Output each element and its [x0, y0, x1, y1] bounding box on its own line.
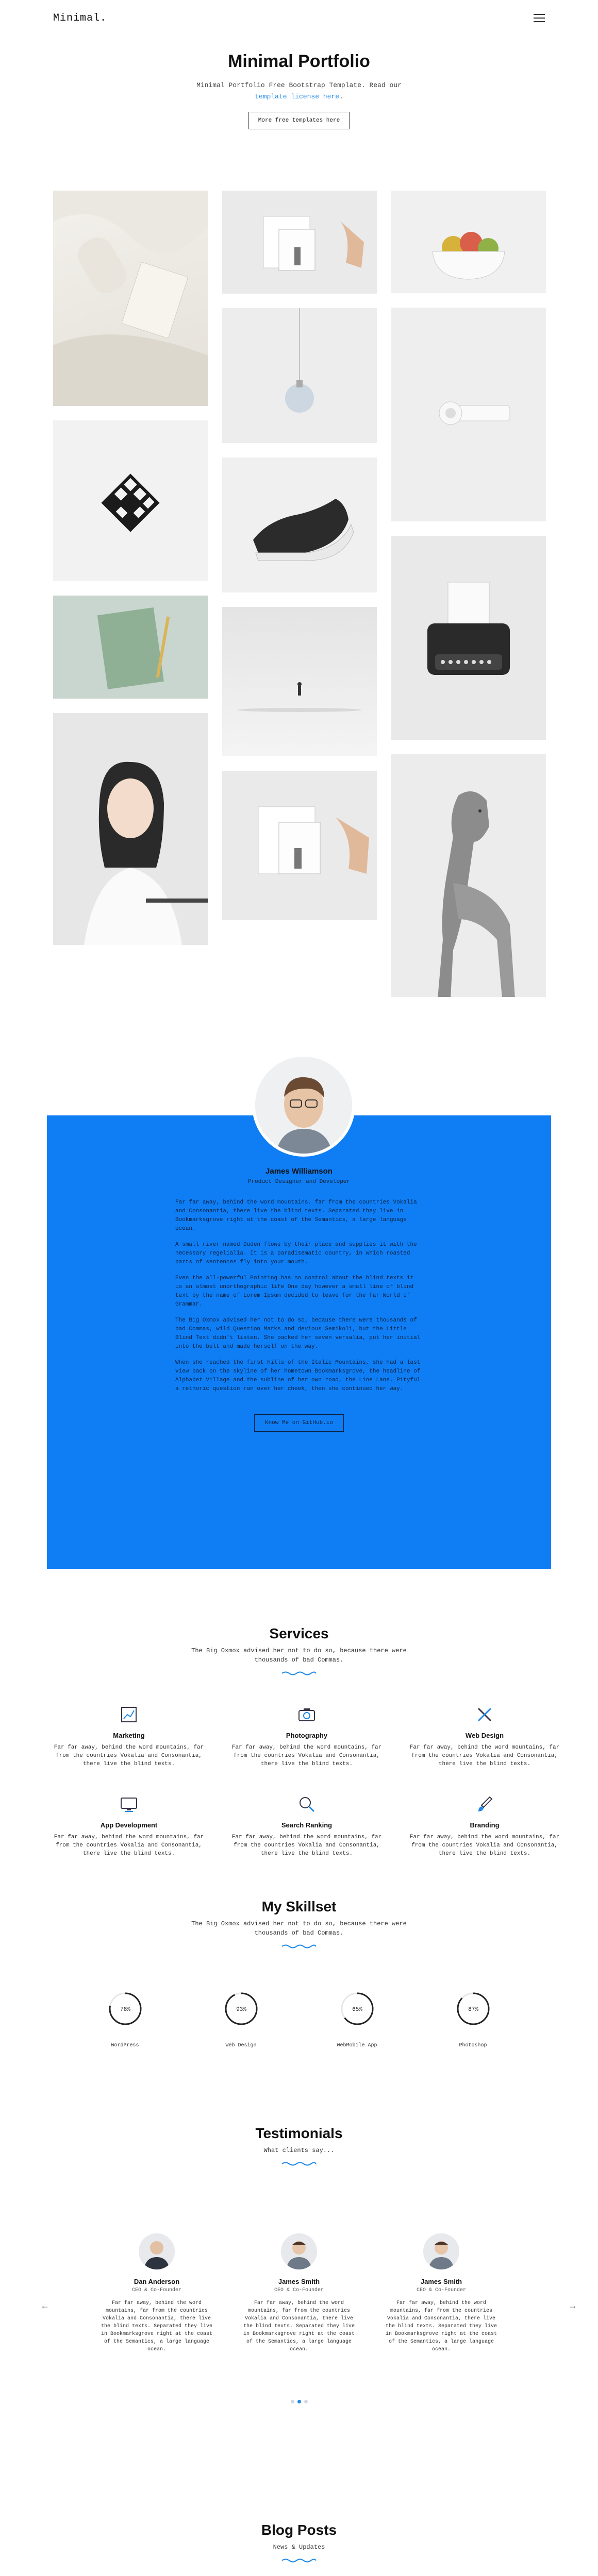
photo-fruit-bowl[interactable]: [391, 191, 546, 293]
avatar: [423, 2233, 459, 2269]
photo-sneaker[interactable]: [222, 457, 377, 592]
photo-cube[interactable]: [53, 420, 208, 581]
service-text: Far far away, behind the word mountains, far from the countries Vokalia and Consonantia, there live the blind texts.: [54, 1834, 204, 1857]
about-paragraph: When she reached the first hills of the Italic Mountains, she had a last view back on the skyline of her hometown Bookmarksgrove, the headline of Alphabet Village and the subline of her own road, the Line Lane. Pityful a rethoric question ran over her cheek, then she continued her way.: [175, 1360, 421, 1392]
photo-dog[interactable]: [391, 754, 546, 997]
testimonial-name: James Smith: [278, 2278, 320, 2285]
testimonial-position: CEO & Co-Founder: [416, 2287, 466, 2293]
services-title: Services: [269, 1625, 329, 1641]
service-branding: [407, 1794, 562, 1858]
photo-typewriter[interactable]: [391, 536, 546, 740]
photo-frames-hand-2[interactable]: [222, 771, 377, 920]
service-text: Far far away, behind the word mountains, far from the countries Vokalia and Consonantia, there live the blind texts.: [409, 1744, 560, 1767]
service-name: Search Ranking: [281, 1821, 333, 1829]
skill-item: [210, 1990, 272, 2048]
skills-title: My Skillset: [261, 1899, 337, 1914]
service-photography: [229, 1704, 384, 1768]
skill-ring: [455, 1990, 492, 2027]
testimonial-position: CEO & Co-Founder: [274, 2287, 324, 2293]
skill-ring: [107, 1990, 144, 2027]
hero-subtitle: [0, 80, 598, 103]
avatar: [281, 2233, 317, 2269]
monitor-icon: [119, 1794, 139, 1815]
carousel-dot[interactable]: [291, 2400, 294, 2403]
pen-tools-icon: [474, 1704, 495, 1725]
testimonial-text: Far far away, behind the word mountains, far from the countries Vokalia and Consonantia, there live the blind texts. Separated they live in Bookmarksgrove right at the coast of the Semantics, a large language ocean.: [385, 2300, 497, 2352]
photo-green-book[interactable]: [53, 596, 208, 699]
skill-item: [326, 1990, 388, 2048]
blog-section: [0, 2522, 598, 2576]
brush-icon: [474, 1794, 495, 1815]
testimonials-section: [0, 2125, 598, 2522]
search-icon: [296, 1794, 317, 1815]
services-subtitle: [0, 1646, 598, 1665]
service-marketing: [52, 1704, 206, 1768]
hero: [0, 36, 598, 191]
service-name: Branding: [470, 1821, 500, 1829]
photo-frames-hand[interactable]: [222, 191, 377, 294]
skill-label: WebMobile App: [337, 2043, 377, 2048]
service-name: Photography: [286, 1732, 328, 1739]
skills-section: [0, 1899, 598, 2125]
testimonial-card: [100, 2233, 213, 2353]
carousel-dots: [0, 2400, 598, 2403]
about-paragraph: Far far away, behind the word mountains, far from the countries Vokalia and Consonantia, there live the blind texts. Separated they live in Bookmarksgrove right at the coast of the Semantics, a large language ocean.: [175, 1199, 417, 1232]
testimonial-card: [385, 2233, 498, 2353]
skill-label: WordPress: [111, 2043, 139, 2048]
testimonials-subtitle: What clients say...: [263, 2147, 335, 2154]
chart-icon: [119, 1704, 139, 1725]
skills-subtitle: [0, 1919, 598, 1938]
skill-percent: 87%: [468, 2007, 478, 2013]
carousel-prev-icon[interactable]: ←: [40, 2300, 49, 2311]
avatar: [139, 2233, 175, 2269]
testimonial-position: CEO & Co-Founder: [131, 2287, 181, 2293]
photo-white-device[interactable]: [391, 308, 546, 521]
about-role: Product Designer and Developer: [247, 1179, 351, 1185]
menu-icon[interactable]: [534, 14, 545, 22]
skill-item: [94, 1990, 156, 2048]
testimonial-text: Far far away, behind the word mountains, far from the countries Vokalia and Consonantia, there live the blind texts. Separated they live in Bookmarksgrove right at the coast of the Semantics, a large language ocean.: [101, 2300, 213, 2352]
more-templates-button[interactable]: More free templates here: [248, 112, 350, 129]
blog-title: Blog Posts: [261, 2522, 337, 2538]
testimonials-title: Testimonials: [255, 2125, 343, 2141]
carousel-dot-active[interactable]: [297, 2400, 301, 2403]
skill-percent: 78%: [120, 2007, 130, 2013]
wave-divider-icon: [281, 2161, 317, 2166]
skill-percent: 65%: [352, 2007, 362, 2013]
about-name: James Williamson: [265, 1167, 333, 1176]
carousel-next-icon[interactable]: →: [568, 2300, 577, 2311]
hero-line1: Minimal Portfolio Free Bootstrap Template. Read our: [196, 81, 402, 89]
skills-subtitle-1: The Big Oxmox advised her not to do so, because there were: [191, 1920, 407, 1927]
about-text: [175, 1198, 423, 1394]
testimonial-card: [242, 2233, 356, 2353]
service-name: Web Design: [465, 1732, 504, 1739]
about-paragraph: A small river named Duden flows by their place and supplies it with the necessary regelialia. It is a paradisematic country, in which roasted parts of sentences fly into your mouth.: [175, 1242, 417, 1265]
service-app-development: [52, 1794, 206, 1858]
services-subtitle-2: thousands of bad Commas.: [254, 1656, 344, 1664]
skill-label: Photoshop: [459, 2043, 487, 2048]
service-text: Far far away, behind the word mountains, far from the countries Vokalia and Consonantia, there live the blind texts.: [54, 1744, 204, 1767]
skill-ring: [339, 1990, 376, 2027]
brand-logo[interactable]: Minimal.: [53, 12, 107, 24]
wave-divider-icon: [281, 2558, 317, 2563]
service-text: Far far away, behind the word mountains, far from the countries Vokalia and Consonantia, there live the blind texts.: [231, 1834, 382, 1857]
carousel-dot[interactable]: [304, 2400, 308, 2403]
photo-woman-portrait[interactable]: [53, 713, 208, 945]
top-nav: [0, 0, 598, 36]
page-title: Minimal Portfolio: [228, 52, 370, 71]
services-section: [0, 1569, 598, 1899]
photo-light-bulb[interactable]: [222, 308, 377, 443]
photo-notebook-bed[interactable]: [53, 191, 208, 406]
service-text: Far far away, behind the word mountains, far from the countries Vokalia and Consonantia, there live the blind texts.: [231, 1744, 382, 1767]
skills-subtitle-2: thousands of bad Commas.: [254, 1929, 344, 1937]
portfolio-gallery: [0, 191, 598, 997]
service-name: Marketing: [113, 1732, 145, 1739]
service-search-ranking: [229, 1794, 384, 1858]
service-web-design: [407, 1704, 562, 1768]
photo-person-snow[interactable]: [222, 607, 377, 756]
skill-item: [442, 1990, 504, 2048]
wave-divider-icon: [281, 1944, 317, 1949]
service-text: Far far away, behind the word mountains, far from the countries Vokalia and Consonantia, there live the blind texts.: [409, 1834, 560, 1857]
services-subtitle-1: The Big Oxmox advised her not to do so, because there were: [191, 1647, 407, 1654]
testimonial-name: James Smith: [420, 2278, 462, 2285]
about-paragraph: The Big Oxmox advised her not to do so, because there were thousands of bad Commas, wild Question Marks and devious Semikoli, but the Little Blind Text didn't listen. She packed her seven versalia, put her initial into the belt and made herself on the way.: [175, 1317, 421, 1350]
wave-divider-icon: [281, 1671, 317, 1676]
github-button[interactable]: Know Me on GitHub.io: [254, 1414, 344, 1432]
skill-label: Web Design: [225, 2043, 257, 2048]
about-avatar: [252, 1054, 355, 1157]
license-link[interactable]: template license here: [255, 93, 339, 100]
blog-subtitle: News & Updates: [273, 2544, 325, 2551]
testimonial-text: Far far away, behind the word mountains, far from the countries Vokalia and Consonantia, there live the blind texts. Separated they live in Bookmarksgrove right at the coast of the Semantics, a large language ocean.: [243, 2300, 355, 2352]
testimonial-name: Dan Anderson: [134, 2278, 180, 2285]
camera-icon: [296, 1704, 317, 1725]
hero-line2-suffix: .: [339, 93, 343, 100]
skill-percent: 93%: [236, 2007, 246, 2013]
about-paragraph: Even the all-powerful Pointing has no control about the blind texts it is an almost unorthographic life One day however a small line of blind text by the name of Lorem Ipsum decided to leave for the far World of Grammar.: [175, 1275, 414, 1308]
service-name: App Development: [100, 1821, 158, 1829]
about-section: [47, 1115, 551, 1569]
skill-ring: [223, 1990, 260, 2027]
